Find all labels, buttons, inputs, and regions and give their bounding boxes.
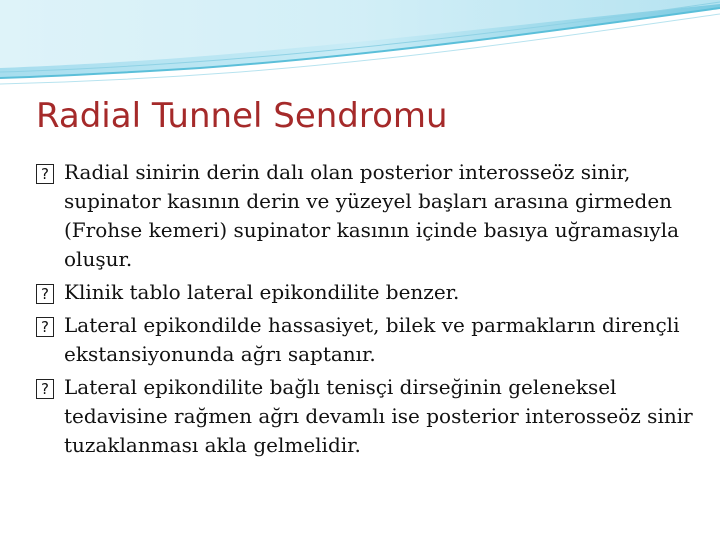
bullet-list <box>36 158 706 464</box>
bullet-item <box>36 278 706 307</box>
bullet-text: Lateral epikondilde hassasiyet, bilek ve parmakların dirençli ekstansiyonunda ağrı saptanır. <box>64 313 680 366</box>
bullet-text: Radial sinirin derin dalı olan posterior interosseöz sinir, supinator kasının derin ve yüzeyel başları arasına girmeden (Frohse kemeri) supinator kasının içinde basıya uğramasıyla oluşur. <box>64 160 680 271</box>
bullet-text: Lateral epikondilite bağlı tenisçi dirseğinin geleneksel tedavisine rağmen ağrı devamlı ise posterior interosseöz sinir tuzaklanması akla gelmelidir. <box>64 375 693 457</box>
missing-glyph-bullet-icon: ? <box>36 379 54 399</box>
slide-title: Radial Tunnel Sendromu <box>36 96 448 136</box>
header-wave-decoration <box>0 0 720 90</box>
bullet-item <box>36 373 706 460</box>
bullet-item <box>36 311 706 369</box>
missing-glyph-bullet-icon: ? <box>36 284 54 304</box>
missing-glyph-bullet-icon: ? <box>36 317 54 337</box>
bullet-item <box>36 158 706 274</box>
missing-glyph-bullet-icon: ? <box>36 164 54 184</box>
bullet-text: Klinik tablo lateral epikondilite benzer. <box>64 280 460 304</box>
